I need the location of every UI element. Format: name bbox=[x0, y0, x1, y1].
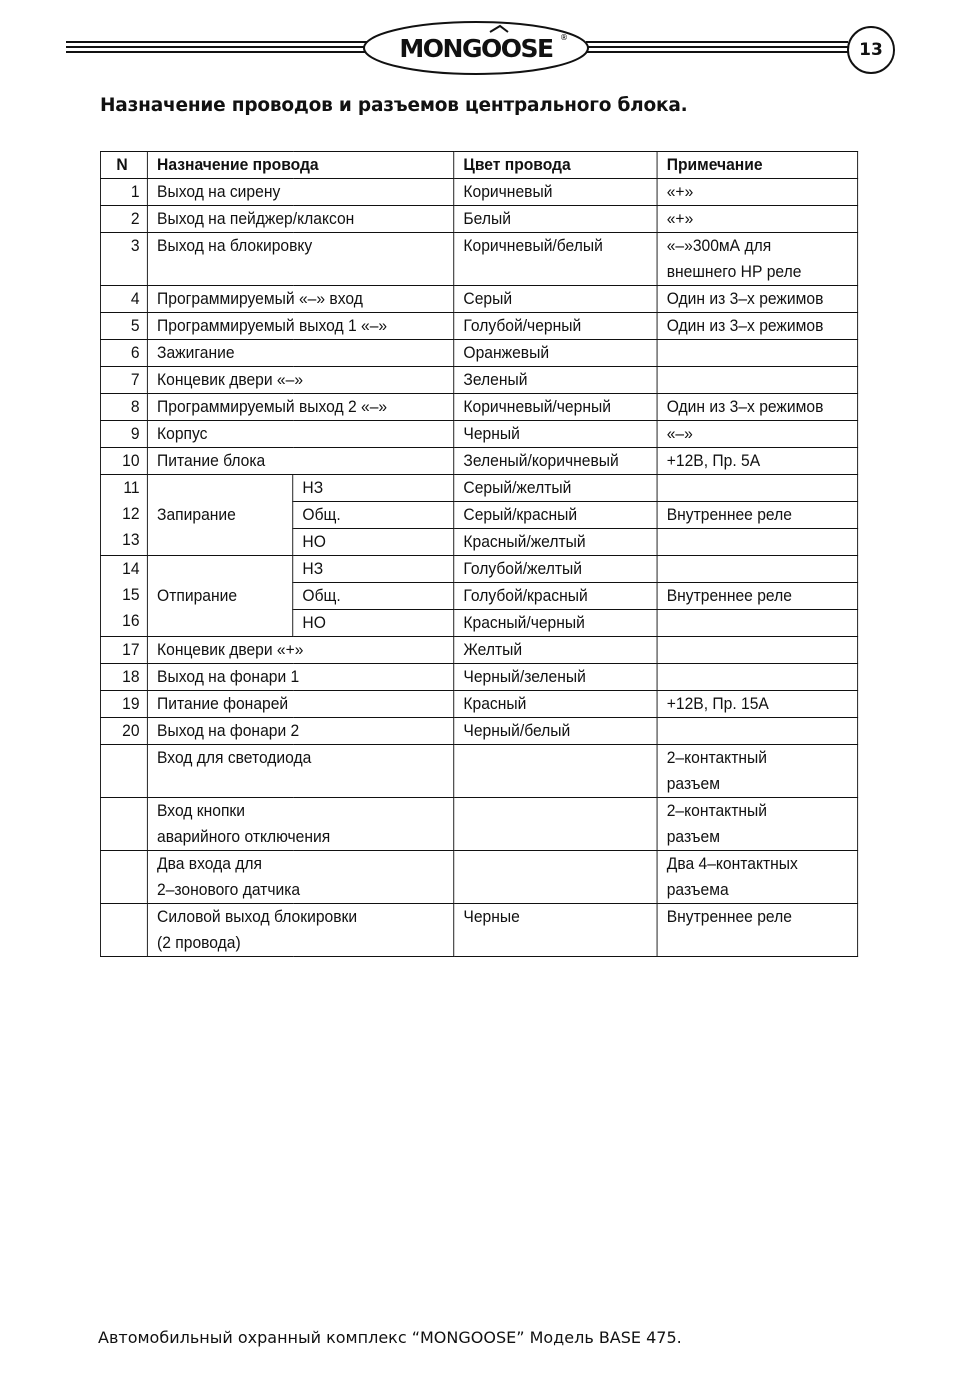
row-color: Голубой/красный bbox=[454, 583, 657, 610]
row-note bbox=[657, 233, 858, 286]
row-color: Красный/черный bbox=[454, 610, 657, 637]
row-color: Голубой/желтый bbox=[454, 556, 657, 583]
row-note: Внутреннее реле bbox=[657, 583, 858, 610]
row-color bbox=[454, 851, 657, 904]
row-number: 19 bbox=[100, 691, 147, 718]
row-numbers-unlocking bbox=[100, 556, 147, 637]
table-row bbox=[100, 556, 857, 583]
row-color: Серый/красный bbox=[454, 502, 657, 529]
row-number-empty bbox=[100, 745, 147, 798]
table-row bbox=[100, 904, 857, 957]
row-number: 12 bbox=[122, 504, 140, 523]
row-number: 10 bbox=[100, 448, 147, 475]
table-row bbox=[100, 664, 857, 691]
row-purpose: Программируемый выход 1 «–» bbox=[147, 313, 453, 340]
row-note bbox=[657, 798, 858, 851]
table-row bbox=[100, 745, 857, 798]
row-note-line2: внешнего НР реле bbox=[666, 262, 802, 281]
row-number: 3 bbox=[100, 233, 147, 286]
row-purpose: Питание фонарей bbox=[147, 691, 453, 718]
row-note bbox=[657, 529, 858, 556]
row-purpose-line2: 2–зонового датчика bbox=[157, 880, 301, 899]
row-number: 18 bbox=[100, 664, 147, 691]
table-row bbox=[100, 798, 857, 851]
wiring-table bbox=[100, 151, 858, 957]
row-note: «+» bbox=[657, 179, 858, 206]
row-note-line1: 2–контактный bbox=[666, 748, 767, 767]
row-note: «–» bbox=[657, 421, 858, 448]
row-color: Белый bbox=[454, 206, 657, 233]
col-header-n: N bbox=[100, 152, 147, 179]
row-number-empty bbox=[100, 851, 147, 904]
row-number: 1 bbox=[100, 179, 147, 206]
row-color: Черный/зеленый bbox=[454, 664, 657, 691]
row-number: 17 bbox=[100, 637, 147, 664]
table-row bbox=[100, 286, 857, 313]
svg-text:®: ® bbox=[560, 33, 568, 42]
row-note-line2: разъем bbox=[666, 827, 721, 846]
contact-type: НО bbox=[293, 610, 454, 637]
row-color: Желтый bbox=[454, 637, 657, 664]
row-number: 14 bbox=[122, 559, 140, 578]
col-header-purpose: Назначение провода bbox=[147, 152, 453, 179]
row-color: Черный/белый bbox=[454, 718, 657, 745]
row-note bbox=[657, 851, 858, 904]
locking-label: Запирание bbox=[147, 475, 292, 556]
page-number: 13 bbox=[847, 26, 895, 74]
row-color bbox=[454, 798, 657, 851]
row-color: Коричневый/черный bbox=[454, 394, 657, 421]
row-purpose: Выход на фонари 2 bbox=[147, 718, 453, 745]
row-note bbox=[657, 367, 858, 394]
table-row bbox=[100, 340, 857, 367]
row-color: Голубой/черный bbox=[454, 313, 657, 340]
row-note: Внутреннее реле bbox=[657, 502, 858, 529]
row-purpose bbox=[147, 798, 453, 851]
header-rule-right bbox=[586, 41, 848, 57]
row-color: Зеленый bbox=[454, 367, 657, 394]
row-color bbox=[454, 745, 657, 798]
row-color: Серый bbox=[454, 286, 657, 313]
table-row bbox=[100, 206, 857, 233]
header-rule-left bbox=[66, 41, 368, 57]
row-note-line2: разъема bbox=[666, 880, 729, 899]
row-number: 6 bbox=[100, 340, 147, 367]
row-purpose: Выход на сирену bbox=[147, 179, 453, 206]
row-purpose: Программируемый выход 2 «–» bbox=[147, 394, 453, 421]
row-number: 5 bbox=[100, 313, 147, 340]
row-color: Черные bbox=[454, 904, 657, 957]
contact-type: НЗ bbox=[293, 475, 454, 502]
row-note bbox=[657, 718, 858, 745]
row-numbers-locking bbox=[100, 475, 147, 556]
table-row bbox=[100, 691, 857, 718]
row-number: 9 bbox=[100, 421, 147, 448]
row-note-line2: разъем bbox=[666, 774, 721, 793]
table-row bbox=[100, 421, 857, 448]
row-purpose: Концевик двери «–» bbox=[147, 367, 453, 394]
table-row bbox=[100, 367, 857, 394]
contact-type: НО bbox=[293, 529, 454, 556]
row-note-line1: 2–контактный bbox=[666, 801, 767, 820]
row-purpose-line1: Вход для светодиода bbox=[157, 748, 312, 767]
row-number-empty bbox=[100, 798, 147, 851]
table-row bbox=[100, 475, 857, 502]
table-row bbox=[100, 448, 857, 475]
logo-text: MONGOOSE bbox=[399, 34, 553, 63]
row-note: Один из 3–х режимов bbox=[657, 394, 858, 421]
page-title: Назначение проводов и разъемов центрального блока. bbox=[100, 95, 688, 116]
row-note bbox=[657, 475, 858, 502]
row-purpose bbox=[147, 904, 453, 957]
row-note bbox=[657, 745, 858, 798]
row-note: +12В, Пр. 5А bbox=[657, 448, 858, 475]
row-note: «+» bbox=[657, 206, 858, 233]
row-number: 16 bbox=[122, 611, 140, 630]
row-purpose-line1: Силовой выход блокировки bbox=[157, 907, 358, 926]
table-row bbox=[100, 179, 857, 206]
col-header-color: Цвет провода bbox=[454, 152, 657, 179]
row-color: Оранжевый bbox=[454, 340, 657, 367]
row-color: Коричневый bbox=[454, 179, 657, 206]
table-header-row bbox=[100, 152, 857, 179]
row-note bbox=[657, 610, 858, 637]
unlocking-label: Отпирание bbox=[147, 556, 292, 637]
row-note-line1: «–»300мА для bbox=[666, 236, 772, 255]
row-purpose: Выход на блокировку bbox=[147, 233, 453, 286]
row-note bbox=[657, 556, 858, 583]
row-purpose bbox=[147, 851, 453, 904]
row-number: 2 bbox=[100, 206, 147, 233]
table-row bbox=[100, 313, 857, 340]
row-purpose: Выход на фонари 1 bbox=[147, 664, 453, 691]
row-note bbox=[657, 340, 858, 367]
row-color: Зеленый/коричневый bbox=[454, 448, 657, 475]
row-purpose: Питание блока bbox=[147, 448, 453, 475]
row-number: 13 bbox=[122, 530, 140, 549]
row-number: 20 bbox=[100, 718, 147, 745]
row-color: Коричневый/белый bbox=[454, 233, 657, 286]
row-purpose: Программируемый «–» вход bbox=[147, 286, 453, 313]
row-note bbox=[657, 904, 858, 957]
row-purpose-line2: (2 провода) bbox=[157, 933, 241, 952]
row-note: +12В, Пр. 15А bbox=[657, 691, 858, 718]
contact-type: НЗ bbox=[293, 556, 454, 583]
row-purpose-line2 bbox=[157, 771, 444, 797]
row-number: 7 bbox=[100, 367, 147, 394]
contact-type: Общ. bbox=[293, 583, 454, 610]
table-row bbox=[100, 718, 857, 745]
row-note bbox=[657, 637, 858, 664]
row-purpose-line1: Вход кнопки bbox=[157, 801, 246, 820]
contact-type: Общ. bbox=[293, 502, 454, 529]
table-row bbox=[100, 233, 857, 286]
col-header-note: Примечание bbox=[657, 152, 858, 179]
row-note: Один из 3–х режимов bbox=[657, 313, 858, 340]
row-purpose-line2: аварийного отключения bbox=[157, 827, 331, 846]
row-purpose: Зажигание bbox=[147, 340, 453, 367]
row-number: 15 bbox=[122, 585, 140, 604]
row-color: Красный/желтый bbox=[454, 529, 657, 556]
row-number: 8 bbox=[100, 394, 147, 421]
row-color: Серый/желтый bbox=[454, 475, 657, 502]
row-color: Черный bbox=[454, 421, 657, 448]
mongoose-logo bbox=[362, 20, 590, 76]
row-purpose: Корпус bbox=[147, 421, 453, 448]
row-note bbox=[657, 664, 858, 691]
row-number-empty bbox=[100, 904, 147, 957]
row-purpose bbox=[147, 745, 453, 798]
row-number: 4 bbox=[100, 286, 147, 313]
row-note: Один из 3–х режимов bbox=[657, 286, 858, 313]
row-purpose: Концевик двери «+» bbox=[147, 637, 453, 664]
table-row bbox=[100, 851, 857, 904]
table-row bbox=[100, 637, 857, 664]
row-color: Красный bbox=[454, 691, 657, 718]
row-purpose: Выход на пейджер/клаксон bbox=[147, 206, 453, 233]
row-purpose-line1: Два входа для bbox=[157, 854, 263, 873]
row-note-line1: Внутреннее реле bbox=[666, 907, 792, 926]
row-note-line1: Два 4–контактных bbox=[666, 854, 798, 873]
page-footer: Автомобильный охранный комплекс “MONGOOSE” Модель BASE 475. bbox=[98, 1328, 682, 1347]
table-row bbox=[100, 394, 857, 421]
row-number: 11 bbox=[123, 478, 140, 497]
